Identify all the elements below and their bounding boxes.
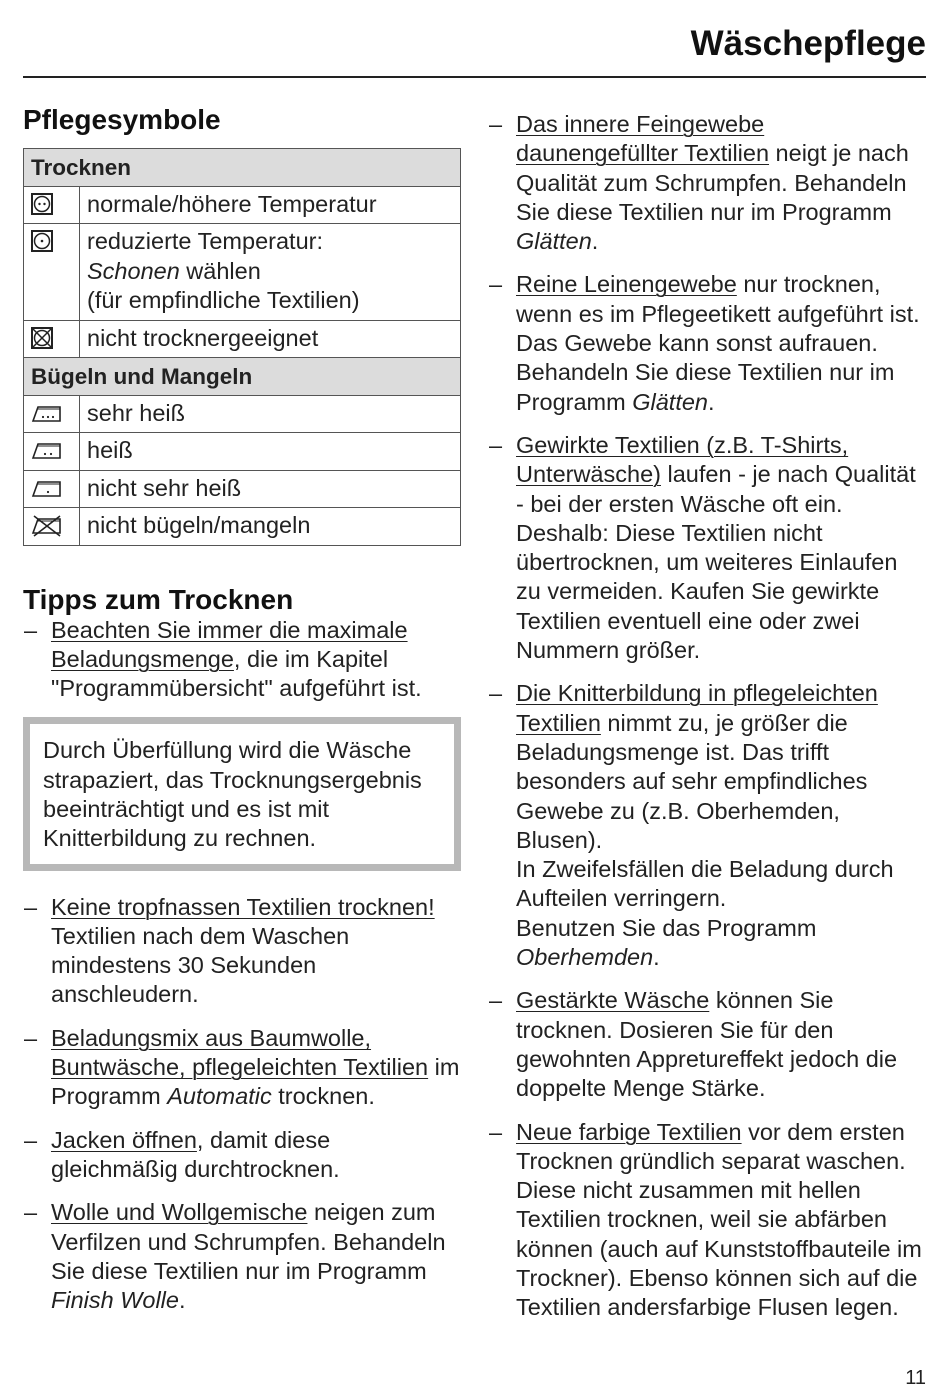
tip-item xyxy=(488,986,926,1103)
symbol-cell xyxy=(24,508,80,546)
care-symbols-heading: Pflegesymbole xyxy=(23,104,221,135)
tip-item xyxy=(23,893,461,1010)
tip-item xyxy=(23,616,461,704)
dash-bullet: – xyxy=(489,1118,503,1145)
text: vor dem ersten Trocknen gründlich separat waschen. Diese nicht zusammen mit hellen Textilien trocknen, weil sie abfärben können (auch auf Kunststoffbauteile im Trockner). Ebenso können sich auf die Textilien andersfarbige Flusen legen. xyxy=(516,1118,922,1321)
section-heading: Bügeln und Mangeln xyxy=(24,358,461,396)
symbol-cell xyxy=(24,224,80,321)
tumble-dry-low-icon xyxy=(31,230,79,252)
overload-note: Durch Überfüllung wird die Wäsche strapaziert, das Trocknungsergebnis beeinträchtigt und es ist mit Knitterbildung zu rechnen. xyxy=(23,717,461,870)
underlined-topic: Keine tropfnassen Textilien trocknen! xyxy=(51,893,435,920)
text: Textilien nach dem Waschen mindestens 30 Sekunden anschleudern. xyxy=(51,922,350,1008)
tumble-dry-normal-icon xyxy=(31,193,79,215)
text: . xyxy=(591,228,599,255)
text: . xyxy=(178,1287,186,1314)
dash-bullet: – xyxy=(24,893,38,920)
symbol-description xyxy=(80,224,461,321)
dash-bullet: – xyxy=(489,111,503,137)
dash-bullet: – xyxy=(24,1126,38,1153)
program-name: Glätten xyxy=(632,388,708,415)
dash-bullet: – xyxy=(489,987,503,1014)
underlined-topic: Beladungsmix aus Baumwolle, Buntwäsche, pflegeleichten Textilien xyxy=(51,1024,429,1081)
symbol-description: nicht sehr heiß xyxy=(80,470,461,508)
header-divider xyxy=(23,76,926,78)
page-number: 11 xyxy=(905,1367,926,1389)
table-section-header xyxy=(24,149,461,187)
dash-bullet: – xyxy=(24,1024,38,1051)
underlined-topic: Jacken öffnen xyxy=(51,1126,197,1153)
tip-item xyxy=(23,1024,461,1112)
tip-item xyxy=(488,270,926,416)
table-row xyxy=(24,470,461,508)
table-row xyxy=(24,186,461,224)
symbol-cell xyxy=(24,395,80,433)
care-symbols-table xyxy=(23,148,461,546)
program-name: Oberhemden xyxy=(516,944,654,971)
table-row xyxy=(24,395,461,433)
text: neigen zum Verfilzen und Schrumpfen. Behandeln Sie diese Textilien nur im Programm xyxy=(51,1199,446,1284)
underlined-topic: Gewirkte Textilien (z.B. T-Shirts, Unterwäsche) xyxy=(516,431,849,488)
tip-item xyxy=(488,110,926,256)
text: Benutzen Sie das Programm xyxy=(516,914,817,941)
underlined-topic: Reine Leinengewebe xyxy=(516,271,737,298)
text: reduzierte Temperatur: xyxy=(87,228,323,254)
text: , damit diese gleichmäßig durchtrocknen. xyxy=(51,1126,340,1182)
table-section-header xyxy=(24,358,461,396)
tip-item xyxy=(488,679,926,972)
dash-bullet: – xyxy=(489,431,503,458)
tips-list-bottom xyxy=(23,893,461,1316)
symbol-description: nicht bügeln/mangeln xyxy=(80,508,461,546)
table-row xyxy=(24,433,461,471)
text: nimmt zu, je größer die Beladungsmenge ist. Das trifft besonders auf sehr empfindliches Gewebe zu (z.B. Oberhemden, Blusen). xyxy=(516,709,868,853)
underlined-topic: Wolle und Wollgemische xyxy=(51,1199,308,1226)
iron-medium-icon xyxy=(31,439,79,463)
iron-high-icon xyxy=(31,402,79,426)
underlined-topic: Beachten Sie immer die maximale Beladungsmenge xyxy=(51,616,408,672)
symbol-cell xyxy=(24,433,80,471)
page-title: Wäschepflege xyxy=(690,24,926,63)
tip-item xyxy=(23,1198,461,1315)
symbol-cell xyxy=(24,470,80,508)
tips-list-right xyxy=(488,110,926,1323)
text: nur trocknen, wenn es im Pflegeetikett aufgeführt ist. Das Gewebe kann sonst aufrauen. Behandeln Sie diese Textilien nur im Programm xyxy=(516,271,920,415)
underlined-topic: Neue farbige Textilien xyxy=(516,1118,742,1145)
drying-tips-heading: Tipps zum Trocknen xyxy=(23,583,294,615)
symbol-description: sehr heiß xyxy=(80,395,461,433)
section-heading: Trocknen xyxy=(24,149,461,187)
text: (für empfindliche Textilien) xyxy=(87,287,360,313)
underlined-topic: Das innere Feingewebe daunengefüllter Textilien xyxy=(516,111,770,167)
text: In Zweifelsfällen die Beladung durch Aufteilen verringern. xyxy=(516,856,894,912)
table-row xyxy=(24,224,461,321)
tip-item xyxy=(488,1118,926,1323)
program-name: Finish Wolle xyxy=(51,1287,179,1314)
text: können Sie trocknen. Dosieren Sie für den gewohnten Appretureffekt jedoch die doppelte Menge Stärke. xyxy=(516,987,898,1102)
text: . xyxy=(653,944,660,971)
program-name: Schonen xyxy=(87,257,180,284)
symbol-description: nicht trocknergeeignet xyxy=(80,320,461,358)
dash-bullet: – xyxy=(24,1199,38,1226)
left-column xyxy=(23,104,461,1329)
text: , die im Kapitel "Programmübersicht" aufgeführt ist. xyxy=(51,645,422,702)
text: . xyxy=(708,388,715,415)
symbol-cell xyxy=(24,186,80,224)
table-row xyxy=(24,320,461,358)
dash-bullet: – xyxy=(24,616,38,643)
tip-item xyxy=(23,1126,461,1185)
text: im Programm xyxy=(51,1054,460,1110)
text: neigt je nach Qualität zum Schrumpfen. Behandeln Sie diese Textilien nur im Programm xyxy=(516,140,909,225)
symbol-cell xyxy=(24,320,80,358)
tips-list-top xyxy=(23,616,461,704)
symbol-description: normale/höhere Temperatur xyxy=(80,186,461,224)
do-not-tumble-dry-icon xyxy=(31,327,79,349)
do-not-iron-icon xyxy=(31,514,79,538)
table-row xyxy=(24,508,461,546)
right-column xyxy=(488,110,926,1337)
dash-bullet: – xyxy=(489,271,503,298)
text: trocknen. xyxy=(271,1083,375,1110)
iron-low-icon xyxy=(31,477,79,501)
text: laufen - je nach Qualität - bei der ersten Wäsche oft ein. Deshalb: Diese Textilien nicht übertrocknen, um weiteres Einlaufen zu vermeiden. Kaufen Sie gewirkte Textilien eventuell eine oder zwei Nummern größer. xyxy=(516,461,916,664)
tip-item xyxy=(488,431,926,665)
program-name: Automatic xyxy=(167,1083,272,1110)
dash-bullet: – xyxy=(489,680,503,707)
symbol-description: heiß xyxy=(80,433,461,471)
underlined-topic: Die Knitterbildung in pflegeleichten Textilien xyxy=(516,680,878,736)
text: wählen xyxy=(179,257,261,284)
underlined-topic: Gestärkte Wäsche xyxy=(516,987,710,1014)
program-name: Glätten xyxy=(516,228,592,255)
